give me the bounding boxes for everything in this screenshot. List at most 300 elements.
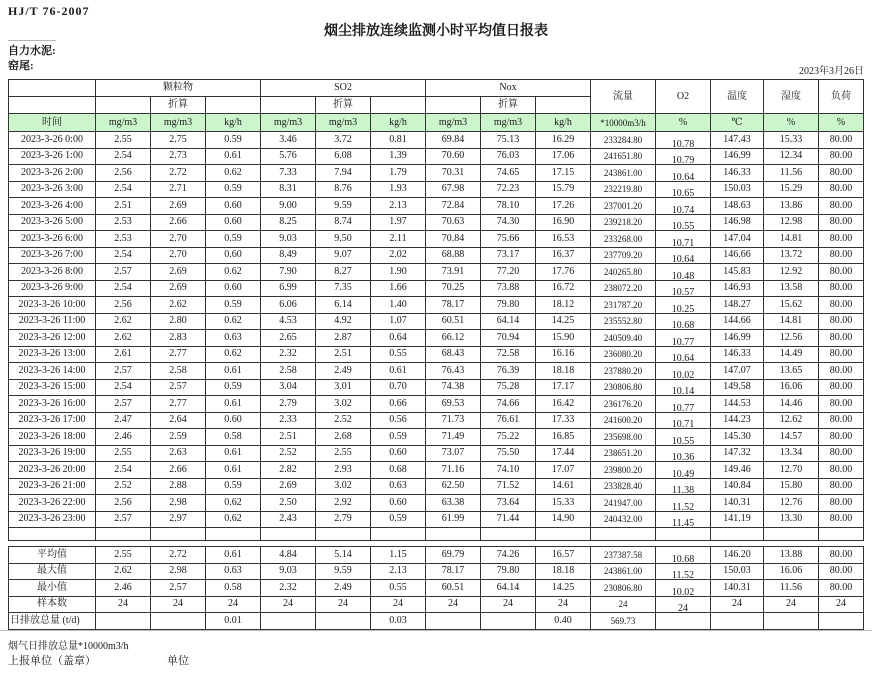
value-cell: 2.55 xyxy=(316,445,371,462)
value-cell: 2.75 xyxy=(151,132,206,149)
value-cell: 2.68 xyxy=(316,429,371,446)
units-header-row xyxy=(9,114,864,132)
value-cell: 0.61 xyxy=(206,148,261,165)
value-cell: 2.02 xyxy=(371,247,426,264)
value-cell: 237880.20 xyxy=(591,363,656,380)
summary-value-cell: 79.80 xyxy=(481,563,536,580)
summary-value-cell: 80.00 xyxy=(819,563,864,580)
value-cell: 10.74 xyxy=(656,198,711,215)
value-cell: 146.66 xyxy=(711,247,764,264)
value-cell: 4.92 xyxy=(316,313,371,330)
spacer-cell xyxy=(536,97,591,114)
value-cell: 144.66 xyxy=(711,313,764,330)
summary-value-cell: 74.26 xyxy=(481,547,536,564)
hourly-data-row xyxy=(9,363,864,380)
value-cell: 10.77 xyxy=(656,396,711,413)
value-cell: 2.65 xyxy=(261,330,316,347)
value-cell: 8.27 xyxy=(316,264,371,281)
value-cell: 2.53 xyxy=(96,214,151,231)
time-cell: 2023-3-26 7:00 xyxy=(9,247,96,264)
value-cell: 15.79 xyxy=(536,181,591,198)
value-cell: 2.56 xyxy=(96,495,151,512)
value-cell: 1.90 xyxy=(371,264,426,281)
value-cell: 0.61 xyxy=(206,462,261,479)
value-cell: 0.66 xyxy=(371,396,426,413)
value-cell: 17.76 xyxy=(536,264,591,281)
unit-header-cell: % xyxy=(764,114,819,132)
summary-value-cell: 146.20 xyxy=(711,547,764,564)
summary-value-cell: 24 xyxy=(316,596,371,613)
value-cell: 75.22 xyxy=(481,429,536,446)
value-cell: 0.61 xyxy=(206,363,261,380)
value-cell: 10.36 xyxy=(656,445,711,462)
value-cell: 0.81 xyxy=(371,132,426,149)
value-cell: 15.33 xyxy=(764,132,819,149)
value-cell: 71.16 xyxy=(426,462,481,479)
value-cell: 233268.00 xyxy=(591,231,656,248)
value-cell: 10.78 xyxy=(656,132,711,149)
value-cell: 0.59 xyxy=(206,478,261,495)
summary-value-cell: 69.79 xyxy=(426,547,481,564)
value-cell: 69.53 xyxy=(426,396,481,413)
value-cell: 232219.80 xyxy=(591,181,656,198)
value-cell: 2.52 xyxy=(261,445,316,462)
value-cell: 11.52 xyxy=(656,495,711,512)
summary-value-cell: 237387.58 xyxy=(591,547,656,564)
summary-value-cell: 230806.80 xyxy=(591,580,656,597)
value-cell: 2.58 xyxy=(261,363,316,380)
time-cell: 2023-3-26 18:00 xyxy=(9,429,96,446)
value-cell: 80.00 xyxy=(819,247,864,264)
hourly-data-row xyxy=(9,280,864,297)
value-cell: 3.46 xyxy=(261,132,316,149)
summary-value-cell xyxy=(151,613,206,630)
value-cell: 2.62 xyxy=(151,297,206,314)
value-cell: 2.73 xyxy=(151,148,206,165)
hourly-data-row xyxy=(9,495,864,512)
summary-value-cell xyxy=(819,613,864,630)
value-cell: 233284.80 xyxy=(591,132,656,149)
value-cell: 238072.20 xyxy=(591,280,656,297)
value-cell: 2.54 xyxy=(96,181,151,198)
value-cell: 145.30 xyxy=(711,429,764,446)
summary-value-cell xyxy=(711,613,764,630)
value-cell: 74.30 xyxy=(481,214,536,231)
summary-value-cell: 14.25 xyxy=(536,580,591,597)
value-cell: 2.59 xyxy=(151,429,206,446)
summary-value-cell: 24 xyxy=(481,596,536,613)
data-rows xyxy=(9,132,864,541)
hourly-data-row xyxy=(9,132,864,149)
value-cell: 2.11 xyxy=(371,231,426,248)
summary-value-cell: 2.98 xyxy=(151,563,206,580)
value-cell: 241651.80 xyxy=(591,148,656,165)
value-cell: 17.33 xyxy=(536,412,591,429)
value-cell: 60.51 xyxy=(426,313,481,330)
summary-value-cell: 13.88 xyxy=(764,547,819,564)
value-cell: 68.43 xyxy=(426,346,481,363)
value-cell: 13.65 xyxy=(764,363,819,380)
time-header: 时间 xyxy=(9,114,96,132)
value-cell: 2.58 xyxy=(151,363,206,380)
value-cell: 2.64 xyxy=(151,412,206,429)
value-cell: 0.63 xyxy=(206,330,261,347)
value-cell: 14.81 xyxy=(764,231,819,248)
hourly-data-row xyxy=(9,264,864,281)
value-cell: 0.60 xyxy=(371,495,426,512)
summary-label-cell: 日排放总量 (t/d) xyxy=(9,613,96,630)
o2-header: O2 xyxy=(656,80,711,114)
value-cell: 1.39 xyxy=(371,148,426,165)
value-cell: 10.49 xyxy=(656,462,711,479)
value-cell: 10.77 xyxy=(656,330,711,347)
time-cell: 2023-3-26 2:00 xyxy=(9,165,96,182)
value-cell: 7.94 xyxy=(316,165,371,182)
summary-value-cell: 16.06 xyxy=(764,563,819,580)
value-cell: 10.68 xyxy=(656,313,711,330)
value-cell: 10.02 xyxy=(656,363,711,380)
summary-value-cell: 9.03 xyxy=(261,563,316,580)
pm-converted-label: 折算 xyxy=(151,97,206,114)
time-cell: 2023-3-26 10:00 xyxy=(9,297,96,314)
value-cell: 2.56 xyxy=(96,297,151,314)
value-cell: 10.55 xyxy=(656,429,711,446)
value-cell: 11.45 xyxy=(656,511,711,528)
hourly-data-row xyxy=(9,165,864,182)
value-cell: 14.90 xyxy=(536,511,591,528)
unit-header-cell: kg/h xyxy=(536,114,591,132)
value-cell: 2.83 xyxy=(151,330,206,347)
summary-value-cell: 0.55 xyxy=(371,580,426,597)
hourly-data-row xyxy=(9,511,864,528)
value-cell: 2.69 xyxy=(151,198,206,215)
value-cell: 80.00 xyxy=(819,429,864,446)
summary-value-cell: 0.01 xyxy=(206,613,261,630)
value-cell: 11.56 xyxy=(764,165,819,182)
value-cell: 78.10 xyxy=(481,198,536,215)
value-cell: 0.60 xyxy=(206,247,261,264)
value-cell: 77.20 xyxy=(481,264,536,281)
summary-value-cell: 24 xyxy=(591,596,656,613)
summary-value-cell: 2.55 xyxy=(96,547,151,564)
empty-cell xyxy=(206,528,261,541)
value-cell: 0.59 xyxy=(206,297,261,314)
value-cell: 80.00 xyxy=(819,313,864,330)
value-cell: 0.62 xyxy=(206,511,261,528)
value-cell: 1.97 xyxy=(371,214,426,231)
value-cell: 0.60 xyxy=(206,412,261,429)
value-cell: 2.49 xyxy=(316,363,371,380)
value-cell: 72.84 xyxy=(426,198,481,215)
kiln-label: 窑尾: xyxy=(8,60,34,72)
summary-value-cell: 78.17 xyxy=(426,563,481,580)
value-cell: 146.99 xyxy=(711,148,764,165)
value-cell: 240265.80 xyxy=(591,264,656,281)
hourly-data-row xyxy=(9,379,864,396)
value-cell: 2.92 xyxy=(316,495,371,512)
value-cell: 70.63 xyxy=(426,214,481,231)
value-cell: 76.43 xyxy=(426,363,481,380)
value-cell: 0.59 xyxy=(371,429,426,446)
value-cell: 0.59 xyxy=(371,511,426,528)
value-cell: 10.79 xyxy=(656,148,711,165)
value-cell: 147.43 xyxy=(711,132,764,149)
value-cell: 10.48 xyxy=(656,264,711,281)
value-cell: 14.81 xyxy=(764,313,819,330)
time-cell: 2023-3-26 20:00 xyxy=(9,462,96,479)
value-cell: 2.97 xyxy=(151,511,206,528)
value-cell: 18.12 xyxy=(536,297,591,314)
value-cell: 0.70 xyxy=(371,379,426,396)
value-cell: 8.31 xyxy=(261,181,316,198)
value-cell: 12.34 xyxy=(764,148,819,165)
unit-label: 单位 xyxy=(167,655,189,667)
summary-row xyxy=(9,547,864,564)
summary-value-cell: 24 xyxy=(536,596,591,613)
hourly-data-row xyxy=(9,198,864,215)
value-cell: 72.58 xyxy=(481,346,536,363)
summary-row xyxy=(9,580,864,597)
value-cell: 14.46 xyxy=(764,396,819,413)
summary-value-cell: 80.00 xyxy=(819,547,864,564)
value-cell: 2.54 xyxy=(96,148,151,165)
value-cell: 2.13 xyxy=(371,198,426,215)
value-cell: 140.31 xyxy=(711,495,764,512)
empty-cell xyxy=(96,528,151,541)
value-cell: 240432.00 xyxy=(591,511,656,528)
value-cell: 11.38 xyxy=(656,478,711,495)
summary-row xyxy=(9,613,864,630)
summary-value-cell: 2.13 xyxy=(371,563,426,580)
value-cell: 14.25 xyxy=(536,313,591,330)
value-cell: 3.04 xyxy=(261,379,316,396)
empty-cell xyxy=(426,528,481,541)
value-cell: 75.28 xyxy=(481,379,536,396)
value-cell: 0.60 xyxy=(206,214,261,231)
summary-value-cell: 2.46 xyxy=(96,580,151,597)
value-cell: 2.71 xyxy=(151,181,206,198)
value-cell: 237001.20 xyxy=(591,198,656,215)
value-cell: 70.31 xyxy=(426,165,481,182)
value-cell: 10.57 xyxy=(656,280,711,297)
value-cell: 2.32 xyxy=(261,346,316,363)
summary-value-cell: 9.59 xyxy=(316,563,371,580)
value-cell: 8.49 xyxy=(261,247,316,264)
unit-header-cell: mg/m3 xyxy=(151,114,206,132)
summary-rows xyxy=(9,547,864,630)
hourly-data-row xyxy=(9,462,864,479)
time-cell: 2023-3-26 22:00 xyxy=(9,495,96,512)
value-cell: 3.01 xyxy=(316,379,371,396)
value-cell: 2.54 xyxy=(96,280,151,297)
time-cell: 2023-3-26 11:00 xyxy=(9,313,96,330)
value-cell: 149.46 xyxy=(711,462,764,479)
report-title: 烟尘排放连续监测小时平均值日报表 xyxy=(324,24,548,39)
value-cell: 2.93 xyxy=(316,462,371,479)
value-cell: 0.68 xyxy=(371,462,426,479)
value-cell: 2.77 xyxy=(151,396,206,413)
summary-label-cell: 最小值 xyxy=(9,580,96,597)
summary-value-cell: 4.84 xyxy=(261,547,316,564)
value-cell: 61.99 xyxy=(426,511,481,528)
time-cell: 2023-3-26 6:00 xyxy=(9,231,96,248)
hourly-data-row xyxy=(9,429,864,446)
empty-cell xyxy=(9,528,96,541)
value-cell: 16.53 xyxy=(536,231,591,248)
value-cell: 15.33 xyxy=(536,495,591,512)
summary-value-cell xyxy=(96,613,151,630)
value-cell: 236080.20 xyxy=(591,346,656,363)
value-cell: 8.25 xyxy=(261,214,316,231)
humidity-header: 湿度 xyxy=(764,80,819,114)
value-cell: 9.50 xyxy=(316,231,371,248)
value-cell: 80.00 xyxy=(819,181,864,198)
unit-header-cell: ℃ xyxy=(711,114,764,132)
time-cell: 2023-3-26 1:00 xyxy=(9,148,96,165)
unit-header-cell: % xyxy=(819,114,864,132)
value-cell: 150.03 xyxy=(711,181,764,198)
value-cell: 80.00 xyxy=(819,511,864,528)
time-cell: 2023-3-26 5:00 xyxy=(9,214,96,231)
value-cell: 10.64 xyxy=(656,247,711,264)
value-cell: 239800.20 xyxy=(591,462,656,479)
value-cell: 70.60 xyxy=(426,148,481,165)
value-cell: 2.66 xyxy=(151,214,206,231)
value-cell: 0.61 xyxy=(206,396,261,413)
summary-value-cell xyxy=(481,613,536,630)
value-cell: 10.64 xyxy=(656,346,711,363)
value-cell: 2.61 xyxy=(96,346,151,363)
standard-code: HJ/T 76-2007 xyxy=(8,4,90,18)
value-cell: 9.03 xyxy=(261,231,316,248)
summary-value-cell: 140.31 xyxy=(711,580,764,597)
summary-value-cell: 2.57 xyxy=(151,580,206,597)
value-cell: 16.85 xyxy=(536,429,591,446)
value-cell: 237709.20 xyxy=(591,247,656,264)
value-cell: 241947.00 xyxy=(591,495,656,512)
time-cell: 2023-3-26 9:00 xyxy=(9,280,96,297)
summary-label-cell: 最大值 xyxy=(9,563,96,580)
summary-value-cell: 24 xyxy=(96,596,151,613)
value-cell: 4.53 xyxy=(261,313,316,330)
summary-value-cell: 0.03 xyxy=(371,613,426,630)
value-cell: 80.00 xyxy=(819,165,864,182)
value-cell: 17.07 xyxy=(536,462,591,479)
summary-label-cell: 平均值 xyxy=(9,547,96,564)
time-cell: 2023-3-26 3:00 xyxy=(9,181,96,198)
time-header-spacer xyxy=(9,97,96,114)
value-cell: 17.44 xyxy=(536,445,591,462)
value-cell: 235698.00 xyxy=(591,429,656,446)
value-cell: 7.33 xyxy=(261,165,316,182)
value-cell: 0.62 xyxy=(206,313,261,330)
value-cell: 75.66 xyxy=(481,231,536,248)
value-cell: 2.70 xyxy=(151,231,206,248)
value-cell: 16.06 xyxy=(764,379,819,396)
empty-cell xyxy=(316,528,371,541)
value-cell: 2.55 xyxy=(96,132,151,149)
value-cell: 16.37 xyxy=(536,247,591,264)
value-cell: 79.80 xyxy=(481,297,536,314)
value-cell: 2.69 xyxy=(151,280,206,297)
value-cell: 73.64 xyxy=(481,495,536,512)
value-cell: 74.38 xyxy=(426,379,481,396)
value-cell: 12.56 xyxy=(764,330,819,347)
value-cell: 80.00 xyxy=(819,198,864,215)
summary-value-cell: 64.14 xyxy=(481,580,536,597)
value-cell: 15.29 xyxy=(764,181,819,198)
value-cell: 233828.40 xyxy=(591,478,656,495)
value-cell: 10.65 xyxy=(656,181,711,198)
summary-value-cell: 24 xyxy=(819,596,864,613)
value-cell: 144.23 xyxy=(711,412,764,429)
value-cell: 2.53 xyxy=(96,231,151,248)
empty-cell xyxy=(371,528,426,541)
empty-cell xyxy=(656,528,711,541)
value-cell: 144.53 xyxy=(711,396,764,413)
value-cell: 147.04 xyxy=(711,231,764,248)
value-cell: 2.69 xyxy=(151,264,206,281)
summary-value-cell: 2.62 xyxy=(96,563,151,580)
value-cell: 10.14 xyxy=(656,379,711,396)
value-cell: 2.57 xyxy=(96,396,151,413)
value-cell: 2.63 xyxy=(151,445,206,462)
value-cell: 0.60 xyxy=(206,198,261,215)
value-cell: 74.10 xyxy=(481,462,536,479)
value-cell: 80.00 xyxy=(819,132,864,149)
summary-value-cell: 1.15 xyxy=(371,547,426,564)
value-cell: 146.33 xyxy=(711,346,764,363)
value-cell: 80.00 xyxy=(819,346,864,363)
value-cell: 80.00 xyxy=(819,280,864,297)
hourly-data-row xyxy=(9,445,864,462)
value-cell: 5.76 xyxy=(261,148,316,165)
value-cell: 16.72 xyxy=(536,280,591,297)
value-cell: 6.99 xyxy=(261,280,316,297)
value-cell: 2.82 xyxy=(261,462,316,479)
value-cell: 2.70 xyxy=(151,247,206,264)
value-cell: 0.59 xyxy=(206,132,261,149)
value-cell: 80.00 xyxy=(819,214,864,231)
nox-converted-label: 折算 xyxy=(481,97,536,114)
so2-group-header: SO2 xyxy=(261,80,426,97)
value-cell: 17.06 xyxy=(536,148,591,165)
value-cell: 2.98 xyxy=(151,495,206,512)
value-cell: 14.57 xyxy=(764,429,819,446)
value-cell: 2.54 xyxy=(96,462,151,479)
value-cell: 10.71 xyxy=(656,231,711,248)
time-cell: 2023-3-26 13:00 xyxy=(9,346,96,363)
value-cell: 71.52 xyxy=(481,478,536,495)
summary-value-cell xyxy=(764,613,819,630)
value-cell: 16.42 xyxy=(536,396,591,413)
value-cell: 12.98 xyxy=(764,214,819,231)
value-cell: 12.92 xyxy=(764,264,819,281)
value-cell: 76.61 xyxy=(481,412,536,429)
value-cell: 8.74 xyxy=(316,214,371,231)
value-cell: 6.08 xyxy=(316,148,371,165)
spacer-cell xyxy=(96,97,151,114)
value-cell: 73.91 xyxy=(426,264,481,281)
value-cell: 2.51 xyxy=(316,346,371,363)
value-cell: 3.02 xyxy=(316,478,371,495)
value-cell: 0.61 xyxy=(371,363,426,380)
summary-value-cell: 5.14 xyxy=(316,547,371,564)
value-cell: 2.55 xyxy=(96,445,151,462)
value-cell: 17.17 xyxy=(536,379,591,396)
summary-value-cell: 0.61 xyxy=(206,547,261,564)
summary-value-cell: 24 xyxy=(371,596,426,613)
